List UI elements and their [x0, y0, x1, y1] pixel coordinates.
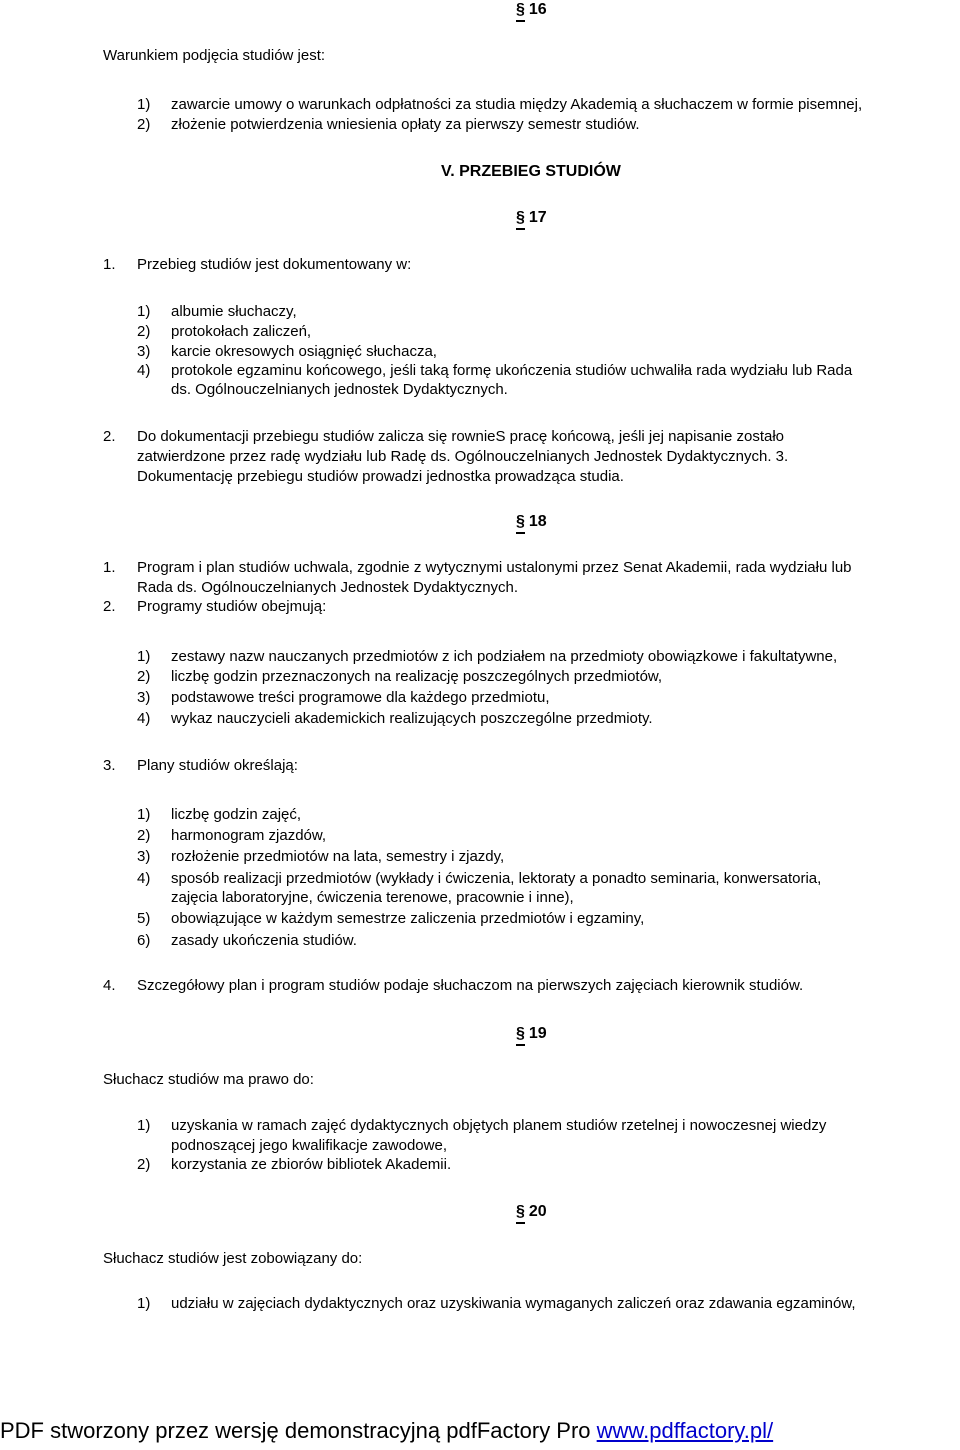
point-text: Program i plan studiów uchwala, zgodnie z wytycznymi ustalonymi przez Senat Akademii, rada wydziału lub — [137, 559, 852, 576]
pdf-footer — [0, 1418, 773, 1444]
list-number: 1) — [137, 1117, 151, 1134]
list-number: 2) — [137, 668, 151, 685]
section-marker-17 — [516, 208, 547, 230]
list-number: 2) — [137, 116, 151, 133]
section-sign: § — [516, 210, 525, 230]
list-number: 1) — [137, 648, 151, 665]
list-number: 3) — [137, 689, 151, 706]
chapter-heading: V. PRZEBIEG STUDIÓW — [441, 163, 621, 180]
list-number: 6) — [137, 932, 151, 949]
section-marker-19 — [516, 1024, 547, 1046]
list-item: uzyskania w ramach zajęć dydaktycznych objętych planem studiów rzetelnej i nowoczesnej wiedzy — [171, 1117, 827, 1134]
list-item: korzystania ze zbiorów bibliotek Akademii. — [171, 1156, 452, 1173]
point-text: Szczegółowy plan i program studiów podaje słuchaczom na pierwszych zajęciach kierownik studiów. — [137, 977, 804, 994]
list-number: 5) — [137, 910, 151, 927]
section-sign: § — [516, 1204, 525, 1224]
list-number: 3) — [137, 848, 151, 865]
point-number: 1. — [103, 559, 116, 576]
list-number: 2) — [137, 827, 151, 844]
list-item-continuation: zajęcia laboratoryjne, ćwiczenia terenowe, pracownie i inne), — [171, 889, 574, 906]
list-number: 1) — [137, 806, 151, 823]
section-sign: § — [516, 2, 525, 22]
point-text: Plany studiów określają: — [137, 757, 298, 774]
list-number: 2) — [137, 1156, 151, 1173]
section-marker-18 — [516, 512, 547, 534]
list-item-continuation: ds. Ogólnouczelnianych jednostek Dydaktycznych. — [171, 381, 508, 398]
point-text: Rada ds. Ogólnouczelnianych Jednostek Dydaktycznych. — [137, 579, 519, 596]
footer-link[interactable]: www.pdffactory.pl/ — [596, 1418, 774, 1443]
point-text: zatwierdzone przez radę wydziału lub Radę ds. Ogólnouczelnianych Jednostek Dydaktycznych. 3. — [137, 448, 789, 465]
point-number: 3. — [103, 757, 116, 774]
section16-intro: Warunkiem podjęcia studiów jest: — [103, 47, 326, 64]
list-number: 2) — [137, 323, 151, 340]
list-item: harmonogram zjazdów, — [171, 827, 327, 844]
footer-text: PDF stworzony przez wersję demonstracyjną pdfFactory Pro — [0, 1418, 597, 1443]
section19-intro: Słuchacz studiów ma prawo do: — [103, 1071, 314, 1088]
list-item: rozłożenie przedmiotów na lata, semestry i zjazdy, — [171, 848, 505, 865]
list-number: 4) — [137, 362, 151, 379]
list-item: liczbę godzin przeznaczonych na realizację poszczególnych przedmiotów, — [171, 668, 663, 685]
point-text: Do dokumentacji przebiegu studiów zalicza się rownieS pracę końcową, jeśli jej napisanie zostało — [137, 428, 785, 445]
section-sign: § — [516, 1026, 525, 1046]
section-marker-16 — [516, 0, 547, 22]
point-number: 1. — [103, 256, 116, 273]
section-marker-20 — [516, 1202, 547, 1224]
point-number: 2. — [103, 428, 116, 445]
list-item: albumie słuchaczy, — [171, 303, 297, 320]
list-number: 3) — [137, 343, 151, 360]
section-number: 17 — [528, 209, 547, 226]
point-number: 4. — [103, 977, 116, 994]
point-text: Przebieg studiów jest dokumentowany w: — [137, 256, 412, 273]
point-number: 2. — [103, 598, 116, 615]
section-sign: § — [516, 514, 525, 534]
list-number: 1) — [137, 96, 151, 113]
section-number: 18 — [528, 513, 547, 530]
section-number: 19 — [528, 1025, 547, 1042]
point-text: Programy studiów obejmują: — [137, 598, 327, 615]
list-item: liczbę godzin zajęć, — [171, 806, 302, 823]
list-number: 1) — [137, 1295, 151, 1312]
point-text: Dokumentację przebiegu studiów prowadzi jednostka prowadząca studia. — [137, 468, 624, 485]
list-item: wykaz nauczycieli akademickich realizujących poszczególne przedmioty. — [171, 710, 653, 727]
list-item: złożenie potwierdzenia wniesienia opłaty za pierwszy semestr studiów. — [171, 116, 640, 133]
list-number: 1) — [137, 303, 151, 320]
list-item: obowiązujące w każdym semestrze zaliczenia przedmiotów i egzaminy, — [171, 910, 645, 927]
list-item: protokołach zaliczeń, — [171, 323, 312, 340]
list-item-continuation: podnoszącej jego kwalifikacje zawodowe, — [171, 1137, 447, 1154]
list-item: sposób realizacji przedmiotów (wykłady i ćwiczenia, lektoraty a ponadto seminaria, konwersatoria, — [171, 870, 822, 887]
list-item: podstawowe treści programowe dla każdego przedmiotu, — [171, 689, 550, 706]
section20-intro: Słuchacz studiów jest zobowiązany do: — [103, 1250, 363, 1267]
section-number: 16 — [528, 1, 547, 18]
list-item: udziału w zajęciach dydaktycznych oraz uzyskiwania wymaganych zaliczeń oraz zdawania egzaminów, — [171, 1295, 856, 1312]
list-item: zawarcie umowy o warunkach odpłatności za studia między Akademią a słuchaczem w formie pisemnej, — [171, 96, 863, 113]
list-number: 4) — [137, 710, 151, 727]
list-item: zestawy nazw nauczanych przedmiotów z ich podziałem na przedmioty obowiązkowe i fakultatywne, — [171, 648, 838, 665]
section-number: 20 — [528, 1203, 547, 1220]
list-item: karcie okresowych osiągnięć słuchacza, — [171, 343, 437, 360]
list-item: zasady ukończenia studiów. — [171, 932, 357, 949]
list-item: protokole egzaminu końcowego, jeśli taką formę ukończenia studiów uchwaliła rada wydziału lub Rada — [171, 362, 853, 379]
list-number: 4) — [137, 870, 151, 887]
